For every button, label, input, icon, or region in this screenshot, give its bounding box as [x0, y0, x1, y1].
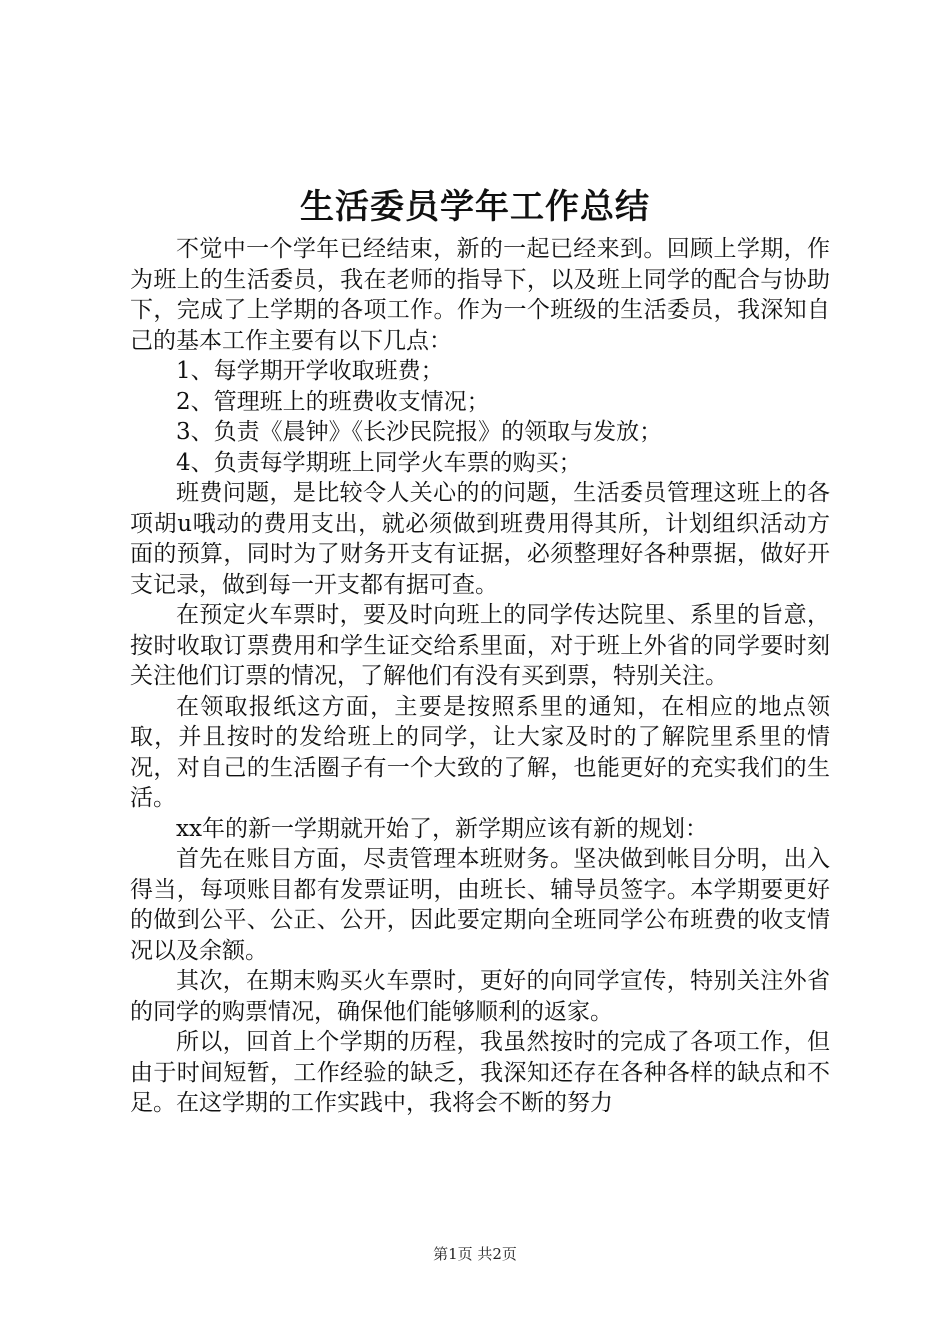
list-item-duty-3: 3、负责《晨钟》《长沙民院报》的领取与发放；	[176, 419, 663, 445]
paragraph-intro: 不觉中一个学年已经结束，新的一起已经来到。回顾上学期，作为班上的生活委员，我在老师的指导下，以及班上同学的配合与协助下，完成了上学期的各项工作。作为一个班级的生活委员，我深知自己的基本工作主要有以下几点：	[130, 236, 830, 354]
document-body	[130, 234, 830, 1119]
paragraph-class-fee: 班费问题，是比较令人关心的的问题，生活委员管理这班上的各项胡u哦动的费用支出，就必须做到班费用得其所，计划组织活动方面的预算，同时为了财务开支有证据，必须整理好各种票据，做好开支记录，做到每一开支都有据可查。	[130, 480, 830, 598]
paragraph-ticket-purchase: 其次，在期末购买火车票时，更好的向同学宣传，特别关注外省的同学的购票情况，确保他们能够顺利的返家。	[130, 968, 830, 1025]
paragraph-accounts: 首先在账目方面，尽责管理本班财务。坚决做到帐目分明，出入得当，每项账目都有发票证明，由班长、辅导员签字。本学期要更好的做到公平、公正、公开，因此要定期向全班同学公布班费的收支情况以及余额。	[130, 846, 830, 964]
paragraph-newspapers: 在领取报纸这方面，主要是按照系里的通知，在相应的地点领取，并且按时的发给班上的同学，让大家及时的了解院里系里的情况，对自己的生活圈子有一个大致的了解，也能更好的充实我们的生活。	[130, 693, 830, 811]
document-title: 生活委员学年工作总结	[300, 187, 650, 227]
paragraph-train-tickets: 在预定火车票时，要及时向班上的同学传达院里、系里的旨意，按时收取订票费用和学生证交给系里面，对于班上外省的同学要时刻关注他们订票的情况，了解他们有没有买到票，特别关注。	[130, 602, 830, 689]
paragraph-new-semester: xx年的新一学期就开始了，新学期应该有新的规划：	[176, 815, 708, 842]
list-item-duty-2: 2、管理班上的班费收支情况；	[176, 388, 490, 415]
paragraph-conclusion: 所以，回首上个学期的历程，我虽然按时的完成了各项工作，但由于时间短暂，工作经验的缺乏，我深知还存在各种各样的缺点和不足。在这学期的工作实践中，我将会不断的努力	[130, 1029, 830, 1116]
page-number-footer: 第1页 共2页	[433, 1245, 517, 1263]
list-item-duty-4: 4、负责每学期班上同学火车票的购买；	[176, 449, 582, 476]
list-item-duty-1: 1、每学期开学收取班费；	[176, 358, 444, 384]
